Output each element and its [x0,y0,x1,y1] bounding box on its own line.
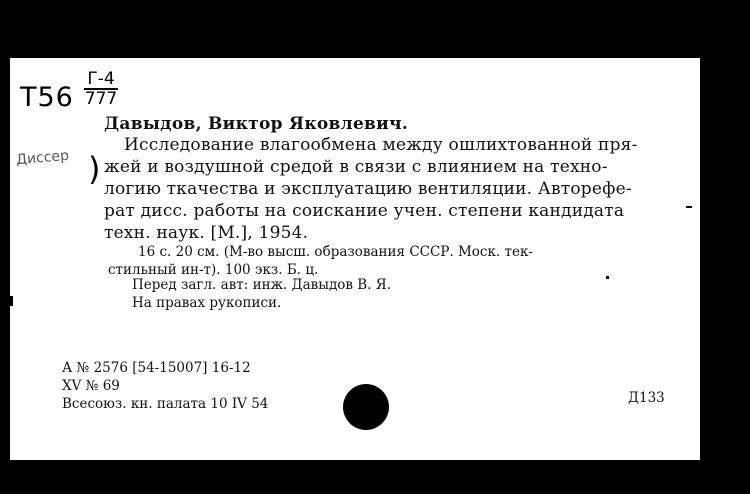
title-line-1: Исследование влагообмена между ошлихтованной пря- [124,135,638,155]
pencil-note: Диссер [15,147,70,169]
pencil-bracket-mark: ) [88,150,101,188]
shelf-mark [84,70,118,108]
registry-line-3: Всесоюз. кн. палата 10 IV 54 [62,396,269,412]
title-line-5: техн. наук. [М.], 1954. [104,223,309,243]
description-line-4: На правах рукописи. [132,295,282,311]
card-punch-hole [343,384,389,430]
description-line-2: стильный ин-т). 100 экз. Б. ц. [108,262,319,278]
author-heading: Давыдов, Виктор Яковлевич. [104,114,409,134]
title-line-3: логию ткачества и эксплуатацию вентиляции. Авторефе- [104,179,632,199]
call-number: Т56 [20,82,74,113]
scan-speck [10,296,13,306]
title-line-2: жей и воздушной средой в связи с влиянием на техно- [104,157,608,177]
shelf-mark-top: Г-4 [87,69,115,89]
scan-speck [686,206,692,208]
title-line-4: рат дисс. работы на соискание учен. степени кандидата [104,201,625,221]
description-line-3: Перед загл. авт: инж. Давыдов В. Я. [132,277,391,293]
registry-line-2: XV № 69 [62,378,120,394]
description-line-1: 16 с. 20 см. (М-во высш. образования СССР. Моск. тек- [138,244,533,260]
scan-speck [606,276,609,279]
shelf-mark-bottom: 777 [84,89,118,109]
registry-line-1: А № 2576 [54-15007] 16-12 [62,360,251,376]
card-code: Д133 [628,390,665,406]
